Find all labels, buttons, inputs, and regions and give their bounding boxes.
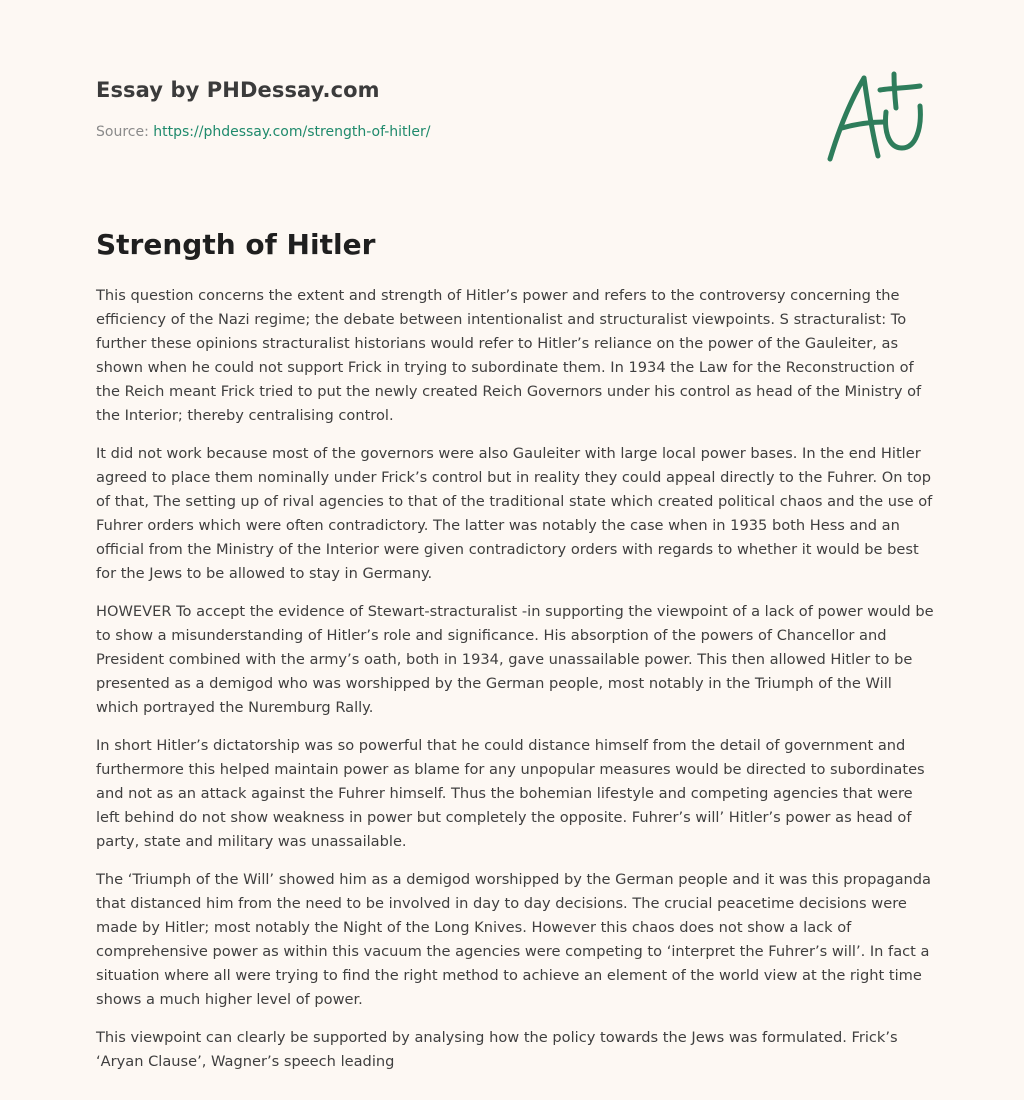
essay-paragraph: This viewpoint can clearly be supported by analysing how the policy towards the Jews was formulated. Frick’s ‘Aryan Clause’, Wagner’s speech leading [96, 1029, 898, 1070]
logo-a-right-stroke [864, 78, 878, 156]
source-line [96, 122, 796, 142]
logo-plus-horizontal [880, 86, 920, 90]
a-plus-grade-icon [822, 66, 928, 166]
essay-paragraph: In short Hitler’s dictatorship was so powerful that he could distance himself from the detail of government and furthermore this helped maintain power as blame for any unpopular measures would be directed to subordinates and not as an attack against the Fuhrer himself. Thus the bohemian lifestyle and competing agencies that were left behind do not show weakness in power but completely the opposite. Fuhrer’s will’ Hitler’s power as head of party, state and military was unassailable. [96, 737, 925, 850]
logo-a-crossbar [842, 122, 884, 128]
essay-paragraph: It did not work because most of the governors were also Gauleiter with large local power bases. In the end Hitler agreed to place them nominally under Frick’s control but in reality they could appeal directly to the Fuhrer. On top of that, The setting up of rival agencies to that of the traditional state which created political chaos and the use of Fuhrer orders which were often contradictory. The latter was notably the case when in 1935 both Hess and an official from the Ministry of the Interior were given contradictory orders with regards to whether it would be best for the Jews to be allowed to stay in Germany. [96, 445, 933, 582]
source-label: Source: [96, 124, 154, 140]
logo-a-left-stroke [830, 78, 864, 159]
page-header [96, 76, 796, 142]
source-link[interactable]: https://phdessay.com/strength-of-hitler/ [153, 124, 431, 140]
essay-paragraph: The ‘Triumph of the Will’ showed him as a demigod worshipped by the German people and it was this propaganda that distanced him from the need to be involved in day to day decisions. The crucial peacetime decisions were made by Hitler; most notably the Night of the Long Knives. However this chaos does not show a lack of comprehensive power as within this vacuum the agencies were competing to ‘interpret the Fuhrer’s will’. In fact a situation where all were trying to find the right method to achieve an element of the world view at the right time shows a much higher level of power. [96, 871, 931, 1008]
essay-paragraph: HOWEVER To accept the evidence of Stewart-stracturalist -in supporting the viewpoint of a lack of power would be to show a misunderstanding of Hitler’s role and significance. His absorption of the powers of Chancellor and President combined with the army’s oath, both in 1934, gave unassailable power. This then allowed Hitler to be presented as a demigod who was worshipped by the German people, most notably in the Triumph of the Will which portrayed the Nuremburg Rally. [96, 603, 934, 716]
logo-svg [822, 66, 928, 166]
logo-swoosh [886, 106, 921, 148]
essay-title: Strength of Hitler [96, 228, 376, 261]
site-title: Essay by PHDessay.com [96, 78, 380, 102]
essay-body [96, 284, 934, 1088]
logo-plus-vertical [894, 74, 896, 108]
essay-paragraph: This question concerns the extent and strength of Hitler’s power and refers to the controversy concerning the efficiency of the Nazi regime; the debate between intentionalist and structuralist viewpoints. S stracturalist: To further these opinions stracturalist historians would refer to Hitler’s reliance on the power of the Gauleiter, as shown when he could not support Frick in trying to subordinate them. In 1934 the Law for the Reconstruction of the Reich meant Frick tried to put the newly created Reich Governors under his control as head of the Ministry of the Interior; thereby centralising control. [96, 287, 922, 424]
